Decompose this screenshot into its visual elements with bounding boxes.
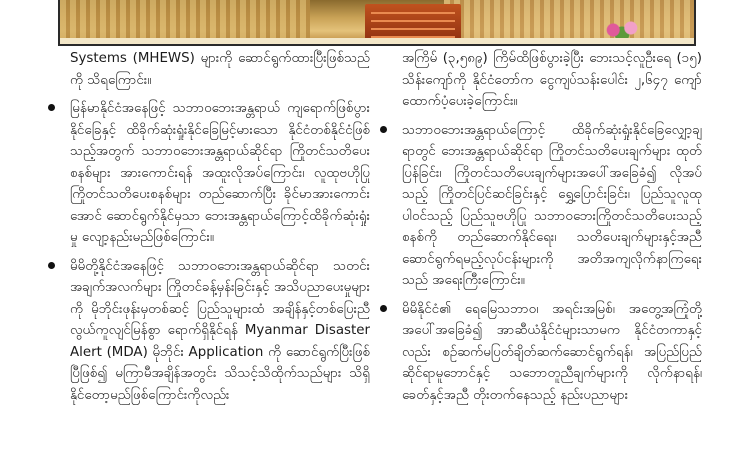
bullet-item [380,299,702,407]
bullet-item [48,98,370,249]
continued-paragraph: Systems (MHEWS) များကို ဆောင်ရွက်ထားပြီးဖြစ်သည်ကို သိရကြောင်း။ [70,51,370,88]
bullet-text: သဘာဝဘေးအန္တရာယ်ကြောင့် ထိခိုက်ဆုံးရှုံးနိုင်ခြေလျှော့ချရာတွင် ဘေးအန္တရာယ်ဆိုင်ရာ ကြိုတင်သတိပေးချက်များ ထုတ်ပြန်ခြင်း၊ ကြိုတင်သတိပေးချက်များအပေါ်အခြေခံ၍ လိုအပ်သည့် ကြိုတင်ပြင်ဆင်ခြင်းနှင့် ရွှေ့ပြောင်းခြင်း၊ ပြည်သူလူထုပါဝင်သည့် ပြည်သူဗဟိုပြု သဘာဝဘေးကြိုတင်သတိပေးသည့်စနစ်ကို တည်ဆောက်နိုင်ရေး၊ သတိပေးချက်များနှင့်အညီ ဆောင်ရွက်ရမည့်လုပ်ငန်းများကို အတိအကျလိုက်နာကြရေးသည် အရေးကြီးကြောင်း။ [402,122,702,288]
bullet-text: မိမိနိုင်ငံ၏ ရေမြေသဘာဝ၊ အရင်းအမြစ်၊ အတွေ့အကြုံတို့အပေါ်အခြေခံ၍ အာဆီယံနိုင်ငံများသာမက နိုင်ငံတကာနှင့်လည်း စဉ်ဆက်မပြတ်ချိတ်ဆက်ဆောင်ရွက်ရန်၊ အပြည်ပြည်ဆိုင်ရာမူဘောင်နှင့် သဘောတူညီချက်များကို လိုက်နာရန်၊ ခေတ်နှင့်အညီ တိုးတက်နေသည့် နည်းပညာများ [402,301,702,403]
bullet-text: မိမိတို့နိုင်ငံအနေဖြင့် သဘာဝဘေးအန္တရာယ်ဆိုင်ရာ သတင်းအချက်အလက်များ ကြိုတင်ခန့်မှန်းခြင်းနှင့် အသိပညာပေးမှုများကို မိုဘိုင်းဖုန်းမှတစ်ဆင့် ပြည်သူများထံ အချိန်နှင့်တစ်ပြေးညီ လွယ်ကူလျင်မြန်စွာ ရောက်ရှိနိုင်ရန် Myanmar Disaster Alert (MDA) မိုဘိုင်း Application ကို ဆောင်ရွက်ပြီးဖြစ်ပြီဖြစ်၍ မကြာမီအချိန်အတွင်း သိသင့်သိထိုက်သည်များ သိရှိနိုင်တော့မည်ဖြစ်ကြောင်းကိုလည်း [70,258,370,403]
bullet-icon [48,104,55,111]
left-column [48,48,370,406]
right-column [380,48,702,406]
bullet-icon [380,126,387,133]
continued-paragraph: အကြိမ် (၃,၅၈၉) ကြိမ်ထိဖြစ်ပွားခဲ့ပြီး ဘေးသင့်လူဦးရေ (၁၅) သိန်းကျော်ကို နိုင်ငံတော်က ငွေကျပ်သန်းပေါင်း ၂,၆၄၇ ကျော် ထောက်ပံ့ပေးခဲ့ကြောင်း။ [402,51,702,109]
bullet-icon [48,262,55,269]
flower-arrangement [600,20,644,40]
bullet-item [380,120,702,292]
bullet-icon [380,305,387,312]
table-cloth [60,38,694,44]
bullet-text: မြန်မာနိုင်ငံအနေဖြင့် သဘာဝဘေးအန္တရာယ် ကျရောက်ဖြစ်ပွားနိုင်ခြေနှင့် ထိခိုက်ဆုံးရှုံးနိုင်ခြေမြင့်မားသော နိုင်ငံတစ်နိုင်ငံဖြစ်သည့်အတွက် သဘာဝဘေးအန္တရာယ်ဆိုင်ရာ ကြိုတင်သတိပေးစနစ်များ အားကောင်းရန် အထူးလိုအပ်ကြောင်း၊ လူထုဗဟိုပြု ကြိုတင်သတိပေးစနစ်များ တည်ဆောက်ပြီး ခိုင်မာအားကောင်းအောင် ဆောင်ရွက်နိုင်မှသာ ဘေးအန္တရာယ်ကြောင့်ထိခိုက်ဆုံးရှုံးမှု လျော့နည်းမည်ဖြစ်ကြောင်း။ [70,101,370,245]
header-photo [58,0,696,46]
bullet-item [48,256,370,407]
